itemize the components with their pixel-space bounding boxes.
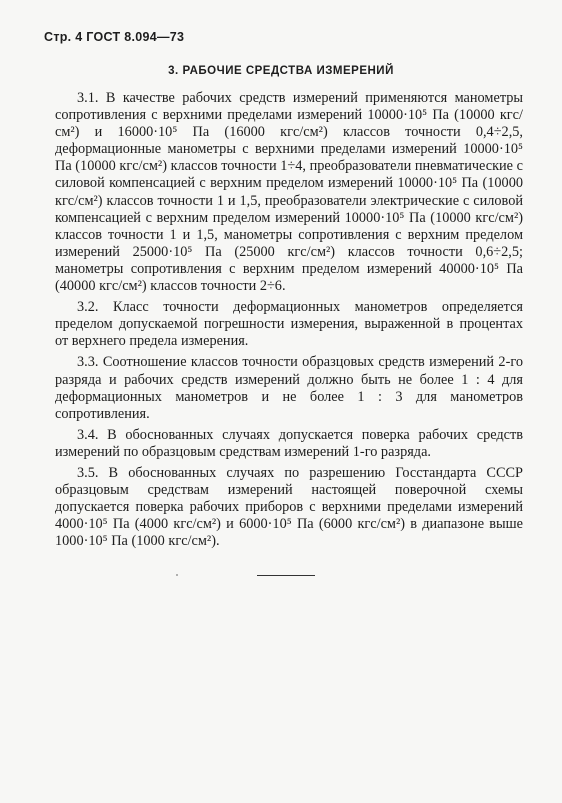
section-body [55, 90, 523, 554]
scan-speck [176, 574, 178, 576]
paragraph-3-2: 3.2. Класс точности деформационных манометров определяется пределом допускаемой погрешности измерения, выраженной в процентах от верхнего предела измерения. [55, 299, 523, 350]
paragraph-3-1: 3.1. В качестве рабочих средств измерений применяются манометры сопротивления с верхними пределами измерений 10000·10⁵ Па (10000 кгс/см²) и 16000·10⁵ Па (16000 кгс/см²) классов точности 0,4÷2,5, деформационные манометры с верхними пределами измерений 10000·10⁵ Па (10000 кгс/см²) классов точности 1÷4, преобразователи пневматические с силовой компенсацией с верхним пределом измерений 10000·10⁵ Па (10000 кгс/см²) классов точности 1 и 1,5, преобразователи электрические с силовой компенсацией с верхним пределом измерений 10000·10⁵ Па (10000 кгс/см²) классов точности 1 и 1,5, манометры сопротивления с верхним пределом измерений 25000·10⁵ Па (25000 кгс/см²) классов точности 0,6÷2,5; манометры сопротивления с верхним пределом измерений 40000·10⁵ Па (40000 кгс/см²) классов точности 2÷6. [55, 90, 523, 295]
paragraph-3-4: 3.4. В обоснованных случаях допускается поверка рабочих средств измерений по образцовым средствам измерений 1-го разряда. [55, 426, 523, 460]
section-title: 3. РАБОЧИЕ СРЕДСТВА ИЗМЕРЕНИЙ [168, 65, 394, 77]
page-header: Стр. 4 ГОСТ 8.094—73 [44, 30, 185, 44]
end-rule [257, 575, 315, 576]
paragraph-3-5: 3.5. В обоснованных случаях по разрешению Госстандарта СССР образцовым средствам измерений настоящей поверочной схемы допускается поверка рабочих приборов с верхними пределами измерений 4000·10⁵ Па (4000 кгс/см²) и 6000·10⁵ Па (6000 кгс/см²) в диапазоне выше 1000·10⁵ Па (1000 кгс/см²). [55, 464, 523, 550]
paragraph-3-3: 3.3. Соотношение классов точности образцовых средств измерений 2-го разряда и рабочих средств измерений должно быть не более 1 : 4 для деформационных манометров и не более 1 : 3 для манометров сопротивления. [55, 354, 523, 422]
